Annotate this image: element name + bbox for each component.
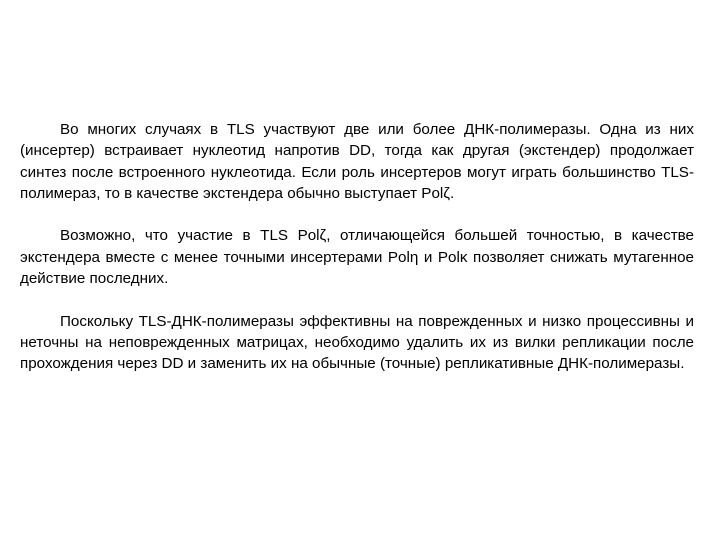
- paragraph-spacer: [20, 289, 694, 310]
- paragraph-pol-zeta-accuracy: Возможно, что участие в TLS Polζ, отличающейся большей точностью, в качестве экстендера вместе с менее точными инсертерами Polη и Polκ позволяет снижать мутагенное действие последних.: [20, 227, 694, 288]
- paragraph-spacer: [20, 204, 694, 225]
- paragraph-polymerase-removal: Поскольку TLS-ДНК-полимеразы эффективны на поврежденных и низко процессивны и неточны на неповрежденных матрицах, необходимо удалить их из вилки репликации после прохождения через DD и заменить их на обычные (точные) репликативные ДНК-полимеразы.: [20, 312, 694, 373]
- slide-text-body: [20, 119, 694, 375]
- paragraph-tls-polymerases: Во многих случаях в TLS участвуют две или более ДНК-полимеразы. Одна из них (инсертер) встраивает нуклеотид напротив DD, тогда как другая (экстендер) продолжает синтез после встроенного нуклеотида. Если роль инсертеров могут играть большинство TLS-полимераз, то в качестве экстендера обычно выступает Polζ.: [20, 121, 694, 202]
